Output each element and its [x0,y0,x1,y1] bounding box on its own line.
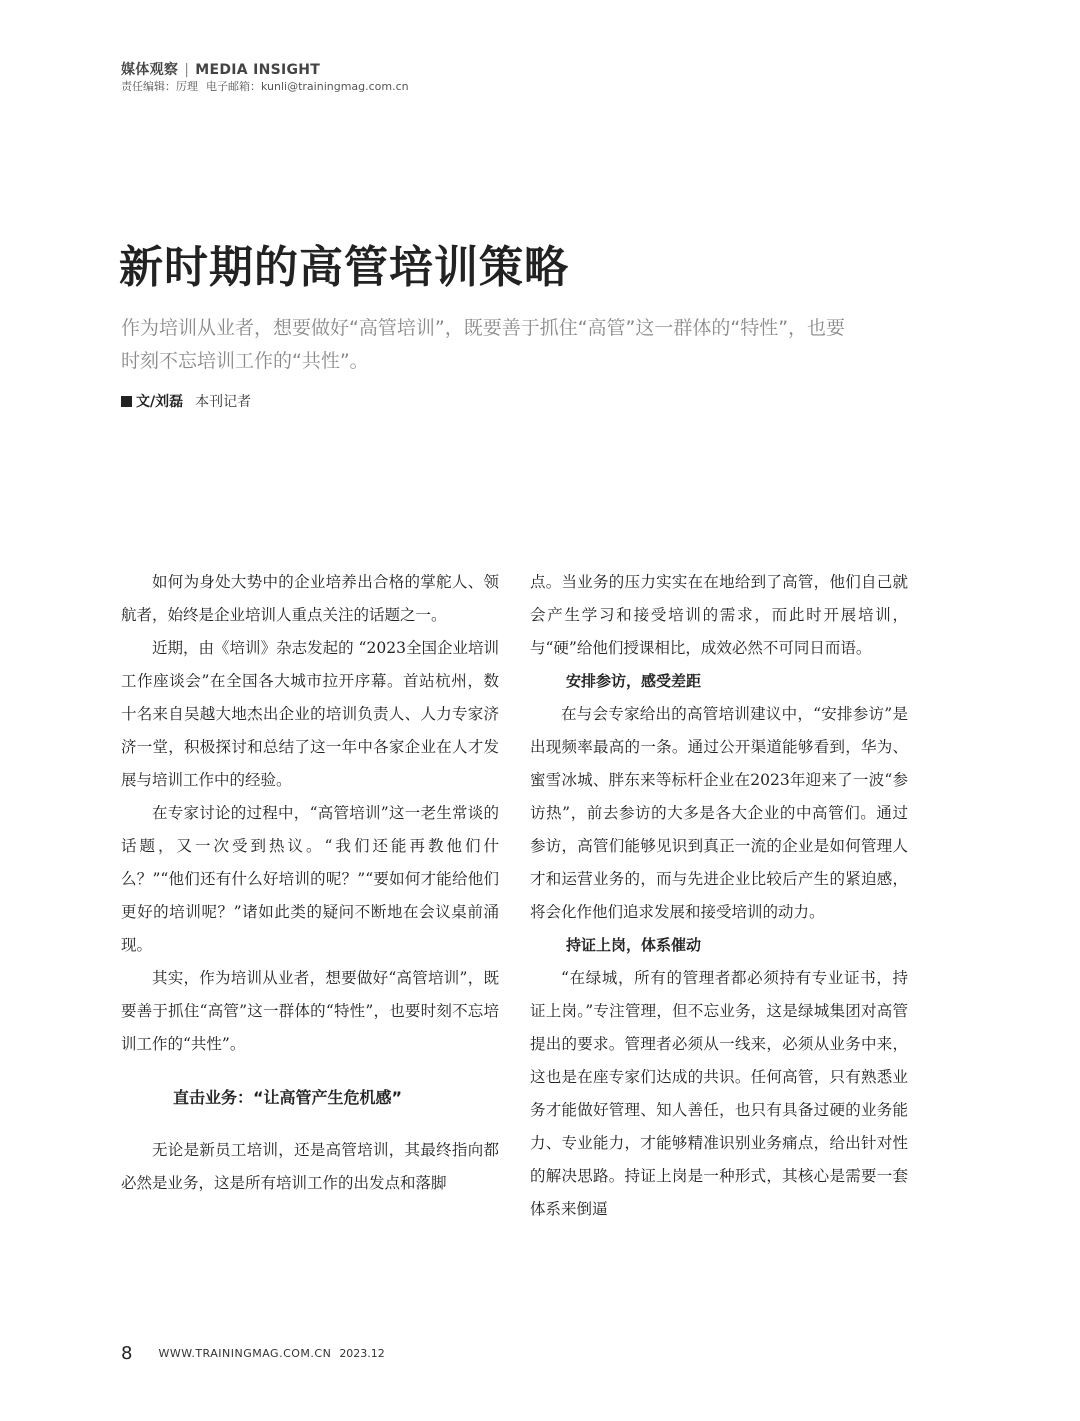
section-name-cn: 媒体观察 [121,62,179,78]
square-bullet-icon [121,396,132,407]
paragraph: 近期，由《培训》杂志发起的 “2023全国企业培训工作座谈会”在全国各大城市拉开序幕。首站杭州，数十名来自吴越大地杰出企业的培训负责人、人力专家济济一堂，积极探讨和总结了这一年中各家企业在人才发展与培训工作中的经验。 [121,639,499,789]
page-footer [121,1343,385,1364]
right-column [530,566,908,1226]
page-header [121,60,409,94]
page-number: 8 [121,1343,133,1364]
paragraph: 在与会专家给出的高管培训建议中，“安排参访”是出现频率最高的一条。通过公开渠道能够看到，华为、蜜雪冰城、胖东来等标杆企业在2023年迎来了一波“参访热”，前去参访的大多是各大企业的中高管们。通过参访，高管们能够见识到真正一流的企业是如何管理人才和运营业务的，而与先进企业比较后产生的紧迫感，将会化作他们追求发展和接受培训的动力。 [530,705,908,921]
editor-info [121,80,409,94]
article-title: 新时期的高管培训策略 [119,242,569,293]
footer-issue: 2023.12 [339,1347,385,1360]
paragraph: 无论是新员工培训，还是高管培训，其最终指向都必然是业务，这是所有培训工作的出发点和落脚 [121,1141,499,1192]
author-name: 文/刘磊 [136,394,184,410]
section-label [121,60,409,80]
paragraph: 如何为身处大势中的企业培养出合格的掌舵人、领航者，始终是企业培训人重点关注的话题之一。 [121,573,499,624]
paragraph-continued: 点。当业务的压力实实在在地给到了高管，他们自己就会产生学习和接受培训的需求，而此时开展培训，与“硬”给他们授课相比，成效必然不可同日而语。 [530,573,908,657]
article-subtitle: 作为培训从业者，想要做好“高管培训”，既要善于抓住“高管”这一群体的“特性”，也要时刻不忘培训工作的“共性”。 [121,317,846,372]
paragraph: “在绿城，所有的管理者都必须持有专业证书，持证上岗。”专注管理，但不忘业务，这是绿城集团对高管提出的要求。管理者必须从一线来，必须从业务中来，这也是在座专家们达成的共识。任何高管，只有熟悉业务才能做好管理、知人善任，也只有具备过硬的业务能力、专业能力，才能够精准识别业务痛点，给出针对性的解决思路。持证上岗是一种形式，其核心是需要一套体系来倒逼 [530,969,908,1218]
section-heading: 直击业务：“让高管产生危机感” [173,1088,403,1107]
section-name-en: MEDIA INSIGHT [195,62,321,78]
subheading: 安排参访，感受差距 [566,672,702,690]
left-column [121,566,499,1200]
author-role: 本刊记者 [195,394,252,410]
paragraph: 在专家讨论的过程中，“高管培训”这一老生常谈的话题，又一次受到热议。“我们还能再教他们什么？”“他们还有什么好培训的呢？”“要如何才能给他们更好的培训呢？”诸如此类的疑问不断地在会议桌前涌现。 [121,804,499,954]
editor-name: 责任编辑：厉理 [121,80,198,93]
editor-email: 电子邮箱：kunli@trainingmag.com.cn [206,80,409,93]
subheading: 持证上岗，体系催动 [566,936,702,954]
byline [121,392,251,412]
paragraph: 其实，作为培训从业者，想要做好“高管培训”，既要善于抓住“高管”这一群体的“特性”，也要时刻不忘培训工作的“共性”。 [121,969,499,1053]
section-divider: | [184,62,190,78]
footer-website: WWW.TRAININGMAG.COM.CN [158,1347,332,1360]
